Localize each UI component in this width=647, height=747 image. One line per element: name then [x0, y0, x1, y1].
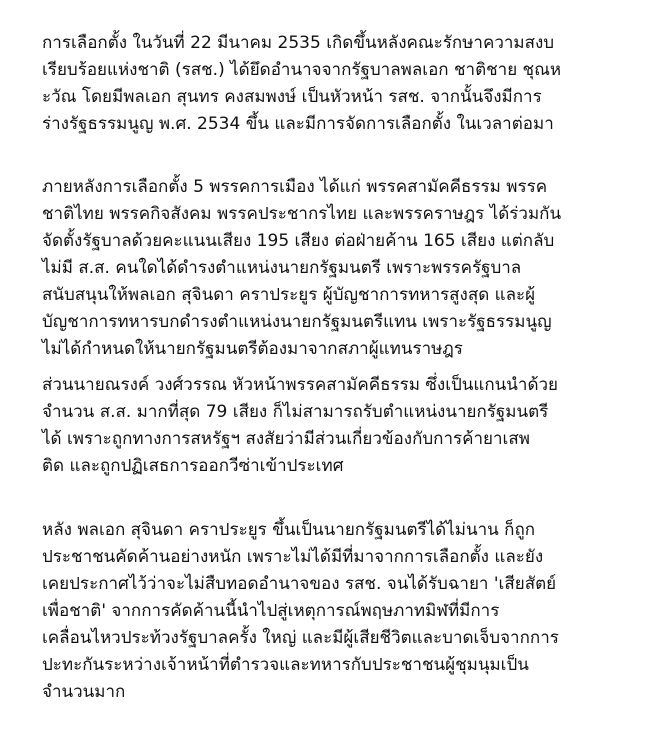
paragraph-line: ะวัณ โดยมีพลเอก สุนทร คงสมพงษ์ เป็นหัวหน้า รสช. จากนั้นจึงมีการ	[42, 87, 542, 107]
paragraph-1	[42, 30, 642, 138]
paragraph-line: เคลื่อนไหวประท้วงรัฐบาลครั้ง ใหญ่ และมีผู้เสียชีวิตและบาดเจ็บจากการ	[42, 628, 559, 648]
paragraph-line: ภายหลังการเลือกตั้ง 5 พรรคการเมือง ได้แก่ พรรคสามัคคีธรรม พรรค	[42, 177, 548, 197]
paragraph-line: เคยประกาศไว้ว่าจะไม่สืบทอดอำนาจของ รสช. จนได้รับฉายา 'เสียสัตย์	[42, 574, 557, 594]
paragraph-line: ไม่มี ส.ส. คนใดได้ดำรงตำแหน่งนายกรัฐมนตรี เพราะพรรครัฐบาล	[42, 258, 522, 278]
paragraph-line: ประชาชนคัดค้านอย่างหนัก เพราะไม่ได้มีที่มาจากการเลือกตั้ง และยัง	[42, 547, 544, 567]
paragraph-line: ร่างรัฐธรรมนูญ พ.ศ. 2534 ขึ้น และมีการจัดการเลือกตั้ง ในเวลาต่อมา	[42, 114, 554, 134]
paragraph-line: จำนวน ส.ส. มากที่สุด 79 เสียง ก็ไม่สามารถรับตำแหน่งนายกรัฐมนตรี	[42, 402, 549, 422]
paragraph-line: การเลือกตั้ง ในวันที่ 22 มีนาคม 2535 เกิดขึ้นหลังคณะรักษาความสงบ	[42, 33, 555, 53]
paragraph-line: จำนวนมาก	[42, 682, 126, 702]
paragraph-line: ไม่ได้กำหนดให้นายกรัฐมนตรีต้องมาจากสภาผู้แทนราษฎร	[42, 339, 463, 359]
paragraph-line: เรียบร้อยแห่งชาติ (รสช.) ได้ยึดอำนาจจากรัฐบาลพลเอก ชาติชาย ชุณห	[42, 60, 562, 80]
paragraph-2	[42, 174, 642, 363]
paragraph-line: ชาติไทย พรรคกิจสังคม พรรคประชากรไทย และพรรคราษฎร ได้ร่วมกัน	[42, 204, 562, 224]
paragraph-line: จัดตั้งรัฐบาลด้วยคะแนนเสียง 195 เสียง ต่อฝ่ายค้าน 165 เสียง แต่กลับ	[42, 231, 555, 251]
paragraph-line: เพื่อชาติ' จากการคัดค้านนี้นำไปสู่เหตุการณ์พฤษภาทมิฬที่มีการ	[42, 601, 500, 621]
paragraph-line: บัญชาการทหารบกดำรงตำแหน่งนายกรัฐมนตรีแทน เพราะรัฐธรรมนูญ	[42, 312, 552, 332]
paragraph-4	[42, 517, 642, 706]
paragraph-line: ส่วนนายณรงค์ วงศ์วรรณ หัวหน้าพรรคสามัคคีธรรม ซึ่งเป็นแกนนำด้วย	[42, 375, 559, 395]
paragraph-line: หลัง พลเอก สุจินดา คราประยูร ขึ้นเป็นนายกรัฐมนตรีได้ไม่นาน ก็ถูก	[42, 520, 536, 540]
paragraph-line: ติด และถูกปฏิเสธการออกวีซ่าเข้าประเทศ	[42, 456, 344, 476]
paragraph-line: ปะทะกันระหว่างเจ้าหน้าที่ตำรวจและทหารกับประชาชนผู้ชุมนุมเป็น	[42, 655, 529, 675]
paragraph-line: สนับสนุนให้พลเอก สุจินดา คราประยูร ผู้บัญชาการทหารสูงสุด และผู้	[42, 285, 536, 305]
paragraph-line: ได้ เพราะถูกทางการสหรัฐฯ สงสัยว่ามีส่วนเกี่ยวข้องกับการค้ายาเสพ	[42, 429, 530, 449]
paragraph-3	[42, 372, 642, 480]
